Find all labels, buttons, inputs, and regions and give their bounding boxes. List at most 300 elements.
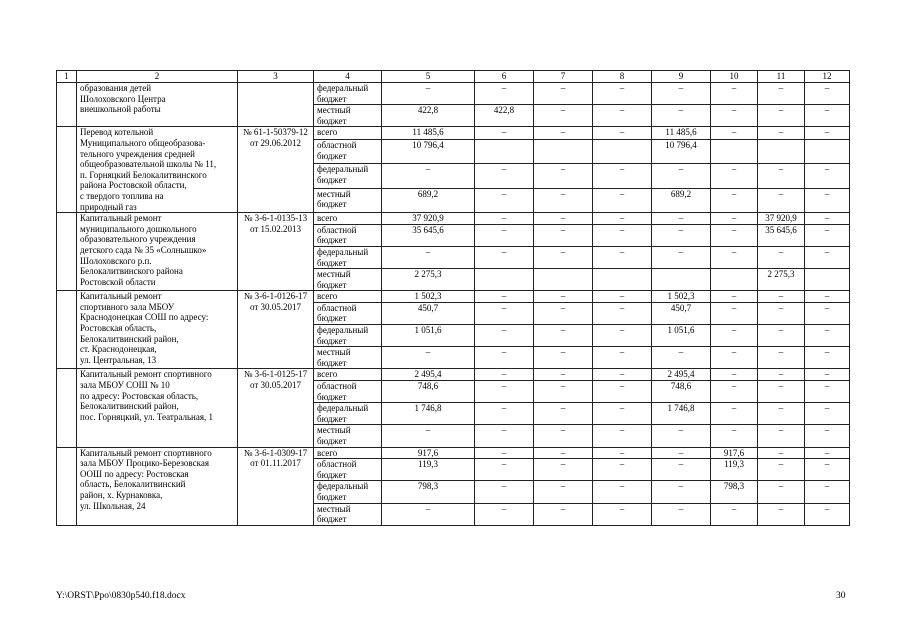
cell-line: ул. Центральная, 13	[80, 354, 157, 365]
amount-cell: –	[534, 381, 593, 403]
amount-cell: –	[711, 347, 758, 369]
amount-cell: 1 051,6	[382, 325, 475, 347]
amount-cell: –	[534, 503, 593, 525]
amount-cell: –	[593, 481, 652, 503]
funding-source-cell	[314, 246, 382, 268]
cell-line: всего	[317, 369, 338, 380]
registration-number-cell	[238, 127, 314, 213]
amount-cell: –	[758, 347, 805, 369]
amount-cell	[475, 140, 534, 164]
amount-cell: –	[534, 447, 593, 459]
cell-line: бюджет	[317, 175, 347, 186]
cell-line: бюджет	[317, 279, 347, 290]
amount-cell: –	[758, 381, 805, 403]
amount-cell: –	[711, 369, 758, 381]
cell-line: муниципального дошкольного	[80, 223, 197, 234]
table-row	[57, 369, 850, 381]
amount-cell: –	[382, 503, 475, 525]
amount-cell: –	[711, 83, 758, 105]
amount-cell: –	[711, 302, 758, 324]
funding-source-cell	[314, 302, 382, 324]
cell-line: района Ростовской области,	[80, 180, 187, 191]
amount-cell: –	[475, 246, 534, 268]
cell-line: образовательного учреждения	[80, 234, 196, 245]
cell-line: № 3-6-1-0135-13	[243, 213, 308, 224]
amount-cell: –	[475, 291, 534, 303]
cell-line: детского сада № 35 «Солнышко»	[80, 244, 207, 255]
funding-source-cell	[314, 188, 382, 212]
cell-line: от 01.11.2017	[250, 458, 301, 469]
row-number-cell	[57, 291, 77, 369]
cell-line: Белокалитвинский район,	[80, 333, 179, 344]
cell-line: всего	[317, 127, 338, 138]
amount-cell: –	[652, 246, 711, 268]
cell-line: бюджет	[317, 257, 347, 268]
amount-cell: –	[758, 369, 805, 381]
amount-cell: –	[593, 403, 652, 425]
cell-line: от 30.05.2017	[249, 380, 302, 391]
cell-line: от 29.06.2012	[249, 137, 302, 148]
cell-line: спортивного зала МБОУ	[80, 301, 175, 312]
amount-cell: 2 275,3	[382, 269, 475, 291]
amount-cell: –	[711, 164, 758, 188]
cell-line: бюджет	[317, 413, 347, 424]
funding-source-cell	[314, 127, 382, 140]
object-description-cell	[77, 369, 238, 447]
cell-line: местный	[317, 105, 351, 116]
amount-cell: –	[534, 164, 593, 188]
amount-cell: –	[475, 481, 534, 503]
amount-cell: –	[758, 188, 805, 212]
amount-cell: –	[758, 302, 805, 324]
cell-line: образования детей	[80, 83, 152, 93]
amount-cell: –	[805, 127, 850, 140]
amount-cell: –	[805, 347, 850, 369]
amount-cell: –	[534, 224, 593, 246]
amount-cell: –	[475, 224, 534, 246]
amount-cell: 748,6	[382, 381, 475, 403]
amount-cell: –	[652, 481, 711, 503]
cell-line: Капитальный ремонт спортивного	[80, 369, 212, 380]
column-number-cell: 10	[711, 71, 758, 83]
amount-cell: –	[711, 325, 758, 347]
cell-line: № 61-1-50379-12	[243, 127, 308, 138]
funding-source-cell	[314, 425, 382, 447]
cell-line: бюджет	[317, 357, 347, 368]
amount-cell: –	[475, 164, 534, 188]
cell-line: всего	[317, 213, 338, 224]
amount-cell: –	[711, 188, 758, 212]
column-number-cell: 3	[238, 71, 314, 83]
amount-cell: –	[805, 369, 850, 381]
cell-line: бюджет	[317, 235, 347, 246]
column-number-cell: 7	[534, 71, 593, 83]
object-description-cell	[77, 127, 238, 213]
amount-cell: 37 920,9	[382, 213, 475, 225]
amount-cell	[758, 140, 805, 164]
amount-cell: 1 746,8	[382, 403, 475, 425]
amount-cell: –	[593, 105, 652, 127]
amount-cell: –	[475, 188, 534, 212]
column-number-cell: 2	[77, 71, 238, 83]
cell-line: внешкольной работы	[80, 104, 161, 115]
amount-cell: –	[475, 213, 534, 225]
table-row	[57, 213, 850, 225]
amount-cell: –	[711, 503, 758, 525]
amount-cell: 35 645,6	[382, 224, 475, 246]
amount-cell: –	[805, 105, 850, 127]
column-number-cell: 1	[57, 71, 77, 83]
cell-line: № 3-6-1-0125-17	[243, 369, 308, 380]
cell-line: областной	[317, 224, 357, 235]
funding-source-cell	[314, 381, 382, 403]
funding-source-cell	[314, 403, 382, 425]
cell-line: природный газ	[80, 201, 137, 212]
table-body	[57, 71, 850, 526]
amount-cell: –	[475, 459, 534, 481]
cell-line: бюджет	[317, 391, 347, 402]
amount-cell	[534, 140, 593, 164]
table-row	[57, 291, 850, 303]
amount-cell: –	[805, 381, 850, 403]
cell-line: местный	[317, 269, 351, 280]
amount-cell: –	[711, 224, 758, 246]
cell-line: область, Белокалитвинский	[80, 479, 186, 490]
amount-cell: –	[593, 188, 652, 212]
cell-line: п. Горняцкий Белокалитвинского	[80, 169, 207, 180]
amount-cell: 2 275,3	[758, 269, 805, 291]
cell-line: Белокалитвинского района	[80, 266, 183, 277]
amount-cell: 10 796,4	[652, 140, 711, 164]
amount-cell	[475, 269, 534, 291]
amount-cell: –	[805, 459, 850, 481]
amount-cell: 748,6	[652, 381, 711, 403]
amount-cell: –	[593, 425, 652, 447]
amount-cell: –	[593, 164, 652, 188]
cell-line: областной	[317, 140, 357, 151]
amount-cell: 1 746,8	[652, 403, 711, 425]
amount-cell: –	[758, 164, 805, 188]
amount-cell: 2 495,4	[382, 369, 475, 381]
amount-cell: –	[758, 246, 805, 268]
amount-cell: –	[711, 213, 758, 225]
cell-line: местный	[317, 503, 351, 514]
funding-source-cell	[314, 503, 382, 525]
cell-line: бюджет	[317, 199, 347, 210]
amount-cell: –	[382, 83, 475, 105]
amount-cell: –	[593, 83, 652, 105]
registration-number-cell	[238, 213, 314, 291]
amount-cell: –	[758, 459, 805, 481]
column-number-cell: 5	[382, 71, 475, 83]
amount-cell: 1 502,3	[382, 291, 475, 303]
amount-cell: –	[382, 246, 475, 268]
object-description-cell	[77, 83, 238, 127]
amount-cell: –	[652, 164, 711, 188]
amount-cell: –	[475, 302, 534, 324]
amount-cell: –	[805, 188, 850, 212]
object-description-cell	[77, 447, 238, 525]
funding-source-cell	[314, 481, 382, 503]
cell-line: бюджет	[317, 313, 347, 324]
amount-cell: –	[593, 347, 652, 369]
column-number-cell: 9	[652, 71, 711, 83]
amount-cell: –	[475, 503, 534, 525]
amount-cell: –	[534, 127, 593, 140]
row-number-cell	[57, 127, 77, 213]
amount-cell: –	[475, 83, 534, 105]
column-number-row	[57, 71, 850, 83]
amount-cell: –	[711, 403, 758, 425]
amount-cell: 689,2	[652, 188, 711, 212]
amount-cell: –	[805, 325, 850, 347]
cell-line: Перевод котельной	[80, 127, 154, 138]
amount-cell: –	[711, 127, 758, 140]
amount-cell: –	[805, 291, 850, 303]
funding-source-cell	[314, 213, 382, 225]
amount-cell: –	[805, 447, 850, 459]
funding-source-cell	[314, 269, 382, 291]
cell-line: ООШ по адресу: Ростовская	[80, 468, 189, 479]
amount-cell: –	[475, 425, 534, 447]
amount-cell: –	[652, 503, 711, 525]
table-row	[57, 83, 850, 105]
amount-cell	[593, 269, 652, 291]
amount-cell: –	[593, 503, 652, 525]
cell-line: пос. Горняцкий, ул. Театральная, 1	[80, 411, 214, 422]
column-number-cell: 8	[593, 71, 652, 83]
amount-cell: –	[534, 246, 593, 268]
cell-line: местный	[317, 347, 351, 358]
cell-line: Капитальный ремонт	[80, 213, 162, 224]
amount-cell: –	[652, 447, 711, 459]
amount-cell: –	[758, 447, 805, 459]
cell-line: Краснодонецкая СОШ по адресу:	[80, 312, 209, 323]
cell-line: № 3-6-1-0309-17	[243, 447, 308, 458]
funding-source-cell	[314, 325, 382, 347]
amount-cell: –	[805, 425, 850, 447]
amount-cell: –	[652, 224, 711, 246]
cell-line: Шолоховского Центра	[80, 93, 166, 104]
amount-cell: 37 920,9	[758, 213, 805, 225]
amount-cell: 119,3	[711, 459, 758, 481]
row-number-cell	[57, 447, 77, 525]
cell-line: бюджет	[317, 491, 347, 502]
amount-cell: 450,7	[382, 302, 475, 324]
amount-cell: –	[534, 213, 593, 225]
amount-cell: 2 495,4	[652, 369, 711, 381]
registration-number-cell	[238, 369, 314, 447]
cell-line: всего	[317, 447, 338, 458]
amount-cell: –	[758, 291, 805, 303]
cell-line: федеральный	[317, 403, 369, 414]
amount-cell: –	[534, 459, 593, 481]
row-number-cell	[57, 213, 77, 291]
amount-cell: –	[593, 224, 652, 246]
funding-source-cell	[314, 369, 382, 381]
cell-line: областной	[317, 381, 357, 392]
footer-page-number: 30	[836, 591, 846, 601]
amount-cell: –	[593, 381, 652, 403]
amount-cell: –	[593, 127, 652, 140]
amount-cell: –	[475, 347, 534, 369]
amount-cell: 798,3	[711, 481, 758, 503]
registration-number-cell	[238, 291, 314, 369]
amount-cell: –	[652, 459, 711, 481]
amount-cell: –	[652, 347, 711, 369]
amount-cell: –	[758, 105, 805, 127]
cell-line: № 3-6-1-0126-17	[243, 291, 308, 302]
amount-cell: –	[758, 481, 805, 503]
cell-line: всего	[317, 291, 338, 302]
funding-source-cell	[314, 140, 382, 164]
budget-table	[56, 70, 850, 526]
amount-cell	[711, 269, 758, 291]
amount-cell: –	[805, 403, 850, 425]
amount-cell: –	[805, 246, 850, 268]
amount-cell: –	[475, 381, 534, 403]
amount-cell: 422,8	[382, 105, 475, 127]
cell-line: федеральный	[317, 325, 369, 336]
funding-source-cell	[314, 447, 382, 459]
cell-line: зала МБОУ СОШ № 10	[80, 380, 170, 391]
amount-cell: 119,3	[382, 459, 475, 481]
amount-cell: –	[593, 447, 652, 459]
amount-cell: –	[652, 83, 711, 105]
amount-cell: –	[475, 447, 534, 459]
cell-line: федеральный	[317, 164, 369, 175]
amount-cell: –	[534, 369, 593, 381]
amount-cell: –	[593, 325, 652, 347]
cell-line: от 30.05.2017	[249, 301, 302, 312]
amount-cell: –	[805, 503, 850, 525]
funding-source-cell	[314, 224, 382, 246]
amount-cell: –	[805, 213, 850, 225]
amount-cell: 1 051,6	[652, 325, 711, 347]
amount-cell: 917,6	[382, 447, 475, 459]
amount-cell: –	[805, 224, 850, 246]
amount-cell: –	[805, 481, 850, 503]
amount-cell: –	[382, 164, 475, 188]
amount-cell: 450,7	[652, 302, 711, 324]
cell-line: Ростовской области	[80, 276, 156, 287]
amount-cell	[593, 140, 652, 164]
table-row	[57, 447, 850, 459]
amount-cell: –	[711, 381, 758, 403]
cell-line: район, х. Курнаковка,	[80, 489, 163, 500]
funding-source-cell	[314, 347, 382, 369]
cell-line: тельного учреждения средней	[80, 148, 195, 159]
cell-line: федеральный	[317, 246, 369, 257]
amount-cell	[534, 269, 593, 291]
amount-cell: 798,3	[382, 481, 475, 503]
amount-cell: –	[758, 83, 805, 105]
cell-line: федеральный	[317, 481, 369, 492]
cell-line: бюджет	[317, 469, 347, 480]
amount-cell: –	[652, 425, 711, 447]
amount-cell	[805, 140, 850, 164]
column-number-cell: 11	[758, 71, 805, 83]
amount-cell: –	[593, 246, 652, 268]
amount-cell: –	[534, 105, 593, 127]
amount-cell: –	[534, 188, 593, 212]
amount-cell: –	[593, 459, 652, 481]
cell-line: ул. Школьная, 24	[80, 500, 146, 511]
funding-source-cell	[314, 164, 382, 188]
cell-line: общеобразовательной школы № 11,	[80, 159, 217, 170]
amount-cell: –	[593, 213, 652, 225]
cell-line: бюджет	[317, 335, 347, 346]
amount-cell: –	[534, 83, 593, 105]
cell-line: зала МБОУ Процико-Березовская	[80, 458, 209, 469]
funding-source-cell	[314, 291, 382, 303]
cell-line: бюджет	[317, 436, 347, 446]
amount-cell: –	[475, 325, 534, 347]
amount-cell: –	[711, 425, 758, 447]
cell-line: Муниципального общеобразова-	[80, 137, 206, 148]
amount-cell: 422,8	[475, 105, 534, 127]
amount-cell: –	[652, 105, 711, 127]
amount-cell: –	[534, 302, 593, 324]
amount-cell: –	[711, 105, 758, 127]
amount-cell: –	[758, 127, 805, 140]
amount-cell: –	[758, 403, 805, 425]
amount-cell: 10 796,4	[382, 140, 475, 164]
amount-cell: –	[475, 369, 534, 381]
amount-cell: –	[534, 481, 593, 503]
funding-source-cell	[314, 105, 382, 127]
cell-line: местный	[317, 188, 351, 199]
cell-line: от 15.02.2013	[249, 223, 302, 234]
amount-cell: 11 485,6	[382, 127, 475, 140]
cell-line: Ростовская область,	[80, 323, 157, 334]
cell-line: бюджет	[317, 150, 347, 161]
amount-cell: –	[382, 347, 475, 369]
amount-cell: –	[475, 403, 534, 425]
amount-cell: –	[805, 164, 850, 188]
amount-cell: –	[652, 213, 711, 225]
amount-cell: 689,2	[382, 188, 475, 212]
cell-line: местный	[317, 425, 351, 436]
amount-cell: 35 645,6	[758, 224, 805, 246]
amount-cell: –	[534, 425, 593, 447]
row-number-cell	[57, 369, 77, 447]
cell-line: с твердого топлива на	[80, 190, 164, 201]
cell-line: Белокалитвинский район,	[80, 401, 179, 412]
cell-line: по адресу: Ростовская область,	[80, 390, 199, 401]
funding-source-cell	[314, 459, 382, 481]
amount-cell: –	[805, 302, 850, 324]
column-number-cell: 4	[314, 71, 382, 83]
funding-source-cell	[314, 83, 382, 105]
amount-cell: –	[534, 291, 593, 303]
amount-cell: –	[593, 302, 652, 324]
amount-cell: –	[534, 347, 593, 369]
amount-cell: –	[534, 403, 593, 425]
cell-line: бюджет	[317, 93, 347, 104]
column-number-cell: 6	[475, 71, 534, 83]
row-number-cell	[57, 83, 77, 127]
amount-cell	[711, 140, 758, 164]
footer-file-path: Y:\ORST\Ppo\0830p540.f18.docx	[56, 591, 186, 601]
amount-cell: –	[758, 425, 805, 447]
cell-line: бюджет	[317, 115, 347, 126]
amount-cell: –	[593, 369, 652, 381]
amount-cell: –	[475, 127, 534, 140]
amount-cell: 11 485,6	[652, 127, 711, 140]
object-description-cell	[77, 213, 238, 291]
amount-cell: –	[805, 83, 850, 105]
